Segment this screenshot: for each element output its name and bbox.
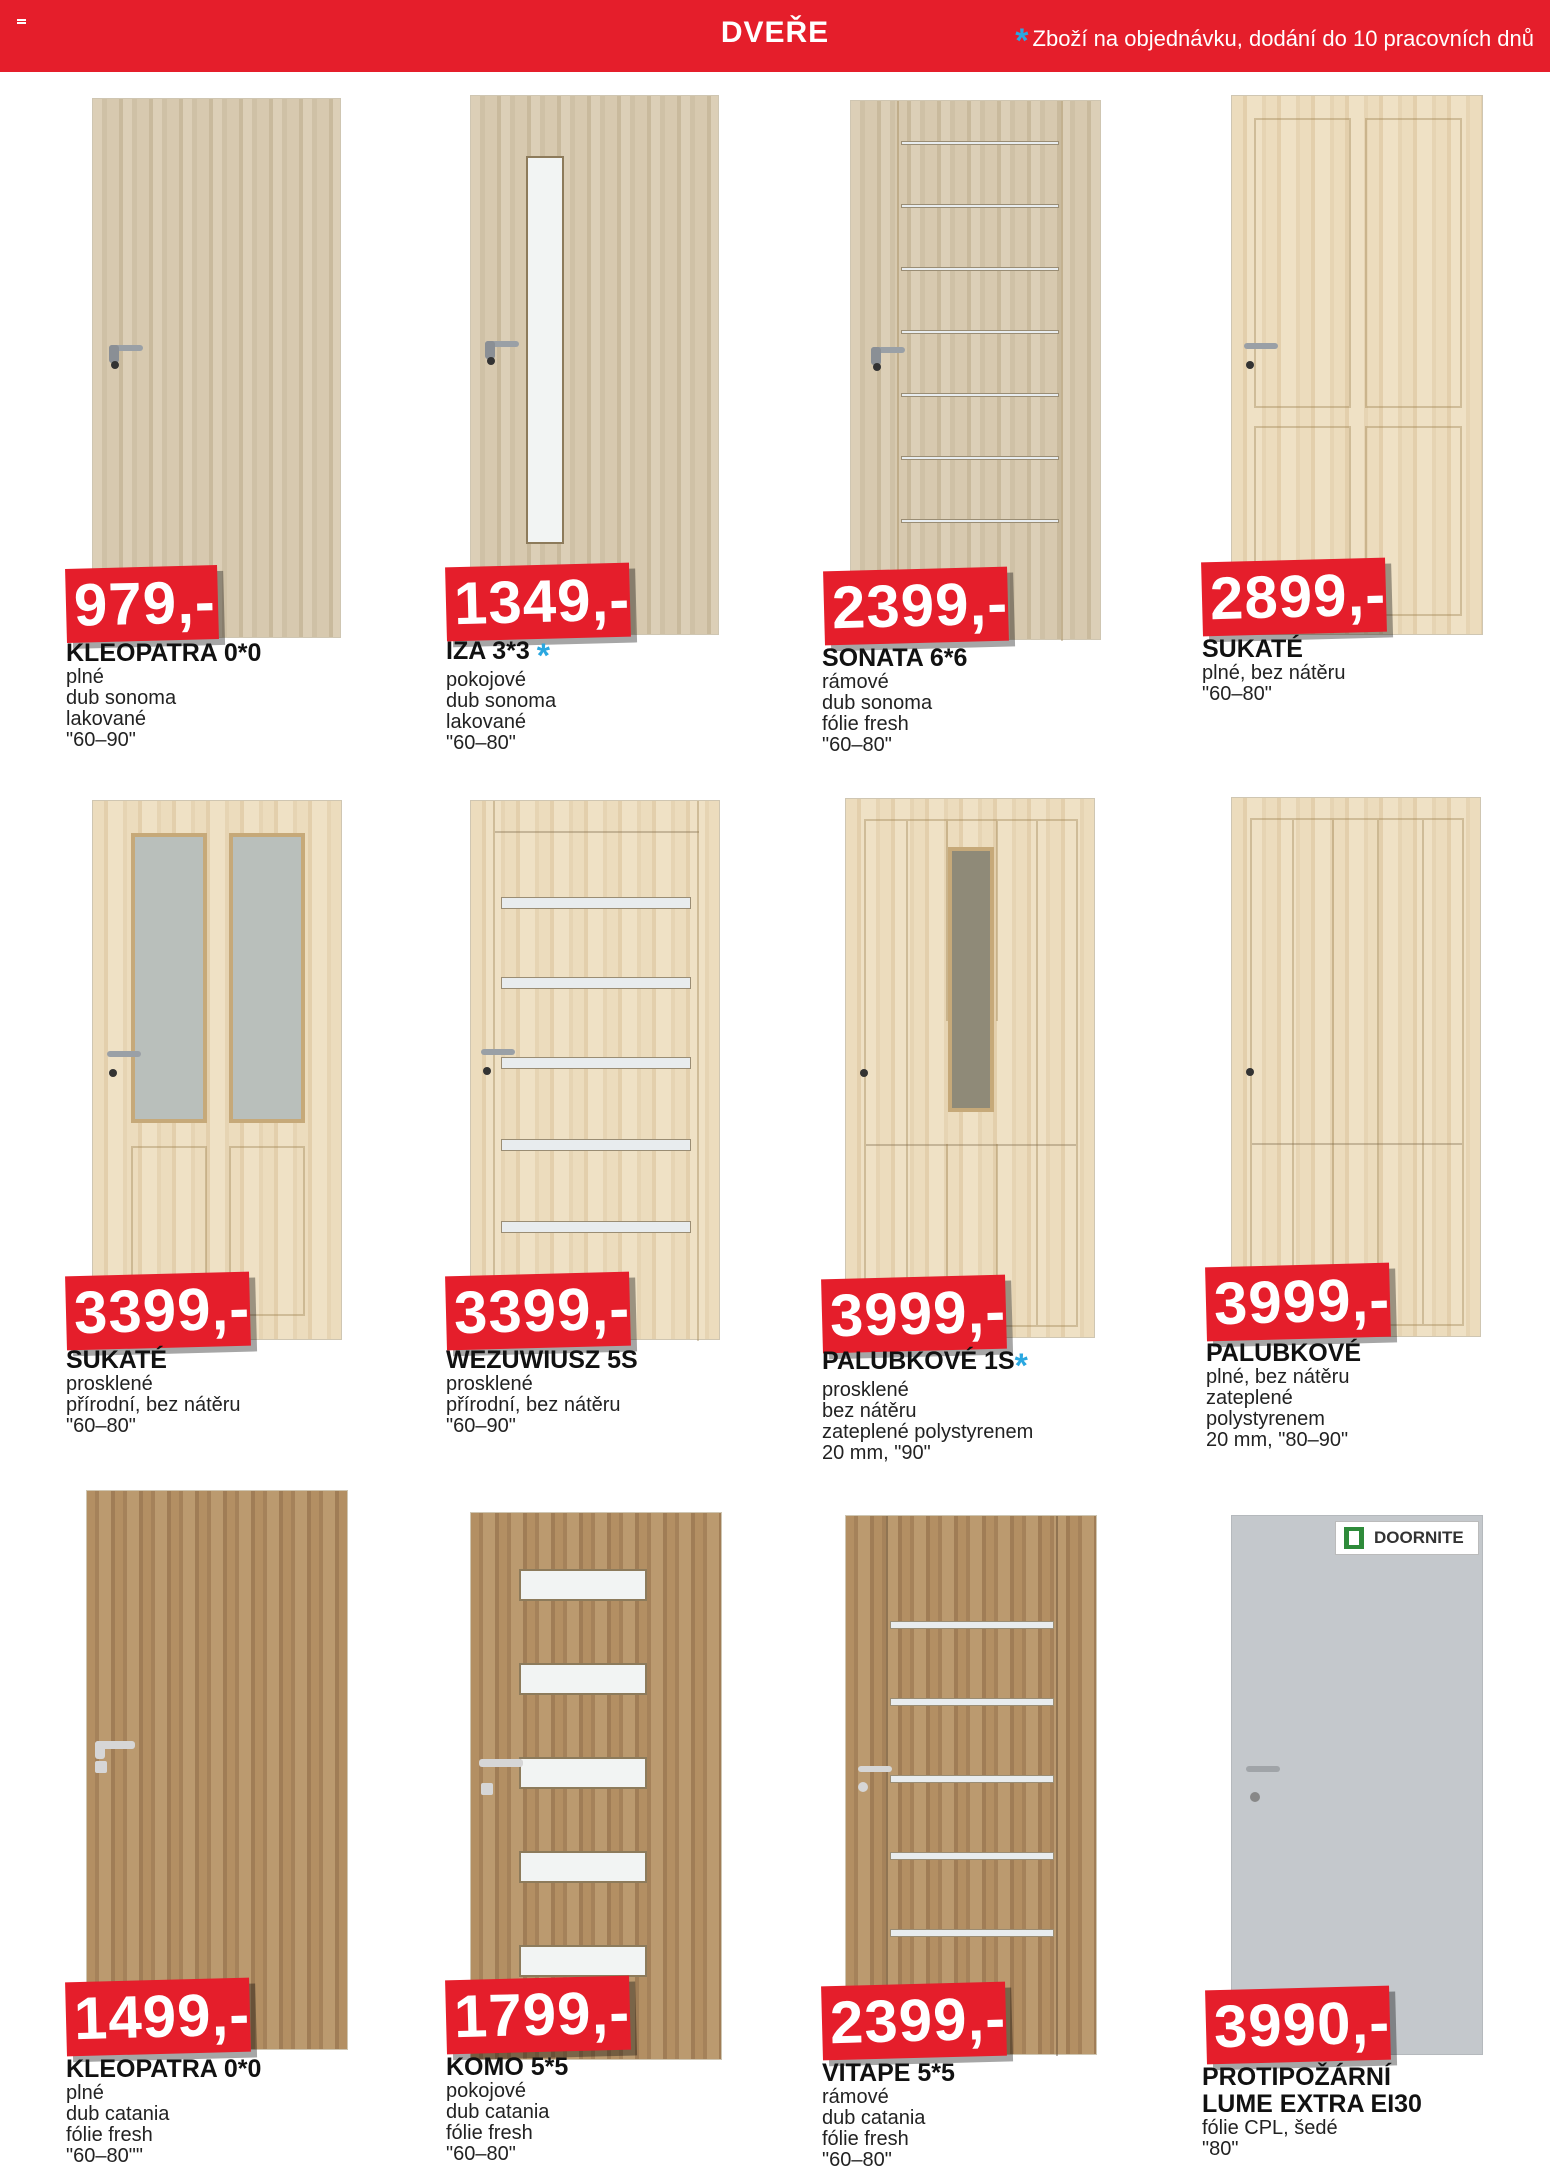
door-image (845, 1515, 1097, 2055)
product-detail: zateplené (1206, 1387, 1293, 1409)
door-image (845, 798, 1095, 1338)
door-image (92, 800, 342, 1340)
product-detail: fólie fresh (822, 2128, 909, 2150)
doornite-logo (1335, 1521, 1479, 1555)
product-detail: "60–80"" (66, 2145, 143, 2167)
page-title: DVEŘE (720, 16, 830, 49)
product-info (1202, 636, 1345, 705)
price-tag: 1799,- (445, 1976, 631, 2055)
product-info (66, 640, 261, 751)
asterisk-icon: * (536, 637, 551, 675)
product-info (446, 2054, 568, 2165)
product-detail: pokojové (446, 2080, 527, 2102)
product-detail: bez nátěru (822, 1400, 917, 1422)
product-name-text: PALUBKOVÉ 1S (822, 1347, 1015, 1375)
product-detail: fólie fresh (66, 2124, 153, 2146)
product-detail: dub sonoma (66, 687, 177, 709)
product-info (822, 2060, 955, 2171)
product-info (66, 1347, 241, 1437)
product-info (822, 645, 967, 756)
product-detail: "60–80" (1202, 683, 1272, 705)
product-detail: "60–80" (66, 1415, 136, 1437)
product-detail: prosklené (822, 1379, 909, 1401)
price-tag: 3999,- (821, 1275, 1007, 1354)
product-name: WEZUWIUSZ 5S (446, 1346, 638, 1374)
product-name: SUKATÉ (1202, 635, 1303, 663)
price-tag: 2399,- (821, 1982, 1007, 2061)
door-image (1231, 95, 1483, 635)
product-detail: plné, bez nátěru (1202, 662, 1346, 684)
price-tag: 2399,- (823, 567, 1009, 646)
door-image (92, 98, 341, 638)
product-detail: přírodní, bez nátěru (66, 1394, 241, 1416)
product-name: KLEOPATRA 0*0 (66, 639, 262, 667)
product-detail: zateplené polystyrenem (822, 1421, 1034, 1443)
product-detail: rámové (822, 671, 889, 693)
product-name-line2: LUME EXTRA EI30 (1202, 2090, 1422, 2118)
asterisk-icon: * (1015, 22, 1029, 60)
door-image (1231, 797, 1481, 1337)
product-info (1206, 1340, 1361, 1451)
product-name: VITAPE 5*5 (822, 2059, 955, 2087)
product-detail: fólie fresh (446, 2122, 533, 2144)
order-note-text: Zboží na objednávku, dodání do 10 pracovních dnů (1032, 26, 1534, 51)
product-detail: dub catania (446, 2101, 550, 2123)
product-detail: "60–90" (446, 1415, 516, 1437)
price-tag: 3399,- (65, 1272, 251, 1351)
price-tag: 3999,- (1205, 1263, 1391, 1342)
asterisk-icon: * (1014, 1347, 1028, 1385)
product-detail: "60–80" (822, 2149, 892, 2171)
product-name: PROTIPOŽÁRNÍ (1202, 2063, 1391, 2091)
order-note (1015, 22, 1534, 61)
product-detail: prosklené (66, 1373, 153, 1395)
product-detail: prosklené (446, 1373, 533, 1395)
door-image (86, 1490, 348, 2050)
door-image (850, 100, 1101, 640)
product-detail: pokojové (446, 669, 527, 691)
product-detail: lakované (446, 711, 527, 733)
price-tag: 979,- (65, 565, 219, 643)
door-image (1231, 1515, 1483, 2055)
product-detail: plné (66, 666, 104, 688)
product-detail: "60–80" (822, 734, 892, 756)
price-tag: 1499,- (65, 1978, 251, 2057)
price-tag: 2899,- (1201, 558, 1387, 637)
product-detail: lakované (66, 708, 147, 730)
product-detail: dub sonoma (822, 692, 933, 714)
product-detail: "60–80" (446, 732, 516, 754)
product-detail: plné, bez nátěru (1206, 1366, 1350, 1388)
product-detail: rámové (822, 2086, 889, 2108)
page-header (0, 0, 1550, 72)
product-detail: fólie CPL, šedé (1202, 2117, 1338, 2139)
doornite-logo-mark (1344, 1527, 1364, 1549)
product-name: SONATA 6*6 (822, 644, 968, 672)
product-name: PALUBKOVÉ (1206, 1339, 1362, 1367)
product-detail: "60–80" (446, 2143, 516, 2165)
product-detail: fólie fresh (822, 713, 909, 735)
product-info (446, 1347, 638, 1437)
price-tag: 3990,- (1205, 1986, 1391, 2065)
product-info (1202, 2064, 1422, 2160)
product-detail: "60–90" (66, 729, 136, 751)
product-detail: 20 mm, "80–90" (1206, 1429, 1349, 1451)
product-info (822, 1348, 1033, 1464)
door-image (470, 95, 719, 635)
product-name (446, 637, 556, 675)
product-detail: plné (66, 2082, 104, 2104)
price-tag: 3399,- (445, 1272, 631, 1351)
product-detail: dub catania (66, 2103, 170, 2125)
product-name (822, 1347, 1033, 1385)
product-info (66, 2056, 261, 2167)
product-name: KLEOPATRA 0*0 (66, 2055, 262, 2083)
product-detail: dub catania (822, 2107, 926, 2129)
product-name: KOMO 5*5 (446, 2053, 569, 2081)
product-info (446, 638, 556, 754)
doornite-logo-text: DOORNITE (1374, 1528, 1464, 1547)
product-detail: dub sonoma (446, 690, 557, 712)
product-detail: přírodní, bez nátěru (446, 1394, 621, 1416)
door-image (470, 800, 720, 1340)
product-detail: polystyrenem (1206, 1408, 1325, 1430)
product-detail: 20 mm, "90" (822, 1442, 931, 1464)
product-name: SUKATÉ (66, 1346, 167, 1374)
product-name-text: IZA 3*3 (446, 637, 530, 665)
price-tag: 1349,- (445, 563, 631, 642)
product-detail: "80" (1202, 2138, 1239, 2160)
